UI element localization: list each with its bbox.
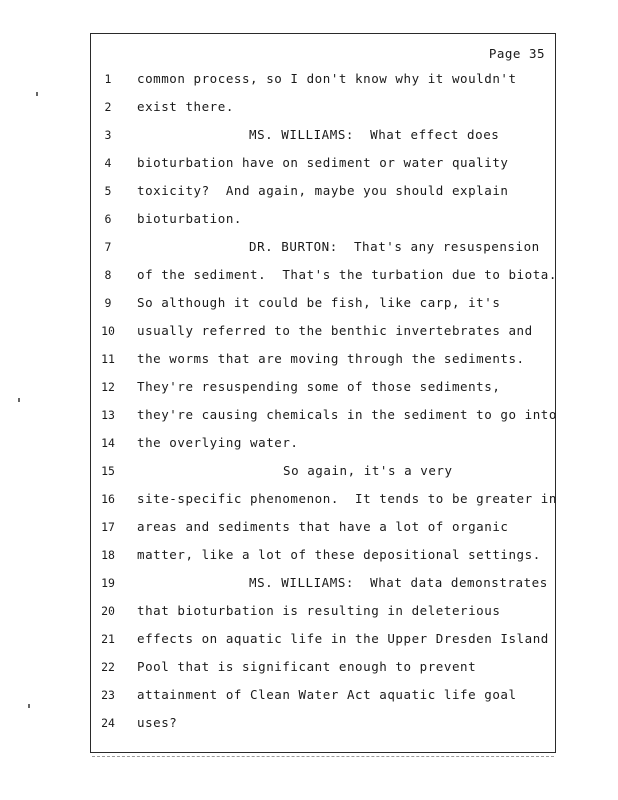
line-text: common process, so I don't know why it wouldn't bbox=[137, 71, 517, 86]
line-text: MS. WILLIAMS: What data demonstrates bbox=[249, 575, 548, 590]
line-text: toxicity? And again, maybe you should explain bbox=[137, 183, 509, 198]
line-number: 7 bbox=[104, 240, 112, 254]
transcript-line bbox=[91, 461, 557, 481]
line-text: site-specific phenomenon. It tends to be greater in bbox=[137, 491, 557, 506]
transcript-line bbox=[91, 97, 557, 117]
line-text: usually referred to the benthic invertebrates and bbox=[137, 323, 533, 338]
transcript-line bbox=[91, 685, 557, 705]
line-number: 3 bbox=[104, 128, 112, 142]
line-number: 22 bbox=[101, 660, 115, 674]
transcript-line bbox=[91, 265, 557, 285]
transcript-line bbox=[91, 237, 557, 257]
transcript-line bbox=[91, 293, 557, 313]
page-number: Page 35 bbox=[488, 46, 545, 61]
line-number: 11 bbox=[101, 352, 115, 366]
transcript-line bbox=[91, 545, 557, 565]
line-text: of the sediment. That's the turbation due to biota. bbox=[137, 267, 557, 282]
transcript-line bbox=[91, 657, 557, 677]
transcript-line bbox=[91, 629, 557, 649]
line-number: 4 bbox=[104, 156, 112, 170]
transcript-line bbox=[91, 125, 557, 145]
bottom-rule bbox=[92, 756, 554, 757]
line-text: So although it could be fish, like carp, it's bbox=[137, 295, 501, 310]
line-number: 10 bbox=[101, 324, 115, 338]
line-number: 20 bbox=[101, 604, 115, 618]
line-text: matter, like a lot of these depositional settings. bbox=[137, 547, 541, 562]
line-text: exist there. bbox=[137, 99, 234, 114]
transcript-line bbox=[91, 209, 557, 229]
margin-mark bbox=[28, 704, 30, 708]
transcript-line bbox=[91, 153, 557, 173]
line-number: 17 bbox=[101, 520, 115, 534]
transcript-line bbox=[91, 377, 557, 397]
line-text: effects on aquatic life in the Upper Dresden Island bbox=[137, 631, 549, 646]
line-text: bioturbation. bbox=[137, 211, 242, 226]
line-number: 16 bbox=[101, 492, 115, 506]
line-text: the worms that are moving through the sediments. bbox=[137, 351, 525, 366]
transcript-page bbox=[90, 33, 556, 753]
line-number: 12 bbox=[101, 380, 115, 394]
line-number: 6 bbox=[104, 212, 112, 226]
line-number: 24 bbox=[101, 716, 115, 730]
transcript-line bbox=[91, 433, 557, 453]
transcript-line bbox=[91, 405, 557, 425]
line-text: So again, it's a very bbox=[283, 463, 453, 478]
line-text: uses? bbox=[137, 715, 178, 730]
line-number: 19 bbox=[101, 576, 115, 590]
transcript-line bbox=[91, 713, 557, 733]
transcript-line bbox=[91, 69, 557, 89]
line-number: 18 bbox=[101, 548, 115, 562]
line-number: 1 bbox=[104, 72, 112, 86]
margin-mark bbox=[18, 398, 20, 402]
line-text: areas and sediments that have a lot of organic bbox=[137, 519, 509, 534]
line-text: They're resuspending some of those sediments, bbox=[137, 379, 501, 394]
line-text: Pool that is significant enough to prevent bbox=[137, 659, 477, 674]
line-text: bioturbation have on sediment or water quality bbox=[137, 155, 509, 170]
line-number: 9 bbox=[104, 296, 112, 310]
line-number: 8 bbox=[104, 268, 112, 282]
line-text: that bioturbation is resulting in deleterious bbox=[137, 603, 501, 618]
line-number: 15 bbox=[101, 464, 115, 478]
line-text: DR. BURTON: That's any resuspension bbox=[249, 239, 540, 254]
transcript-line bbox=[91, 573, 557, 593]
line-number: 21 bbox=[101, 632, 115, 646]
line-number: 23 bbox=[101, 688, 115, 702]
line-text: MS. WILLIAMS: What effect does bbox=[249, 127, 500, 142]
line-number: 5 bbox=[104, 184, 112, 198]
transcript-line bbox=[91, 517, 557, 537]
line-number: 14 bbox=[101, 436, 115, 450]
transcript-line bbox=[91, 601, 557, 621]
line-text: attainment of Clean Water Act aquatic life goal bbox=[137, 687, 517, 702]
transcript-line bbox=[91, 321, 557, 341]
line-number: 13 bbox=[101, 408, 115, 422]
transcript-line bbox=[91, 489, 557, 509]
transcript-line bbox=[91, 181, 557, 201]
line-text: the overlying water. bbox=[137, 435, 299, 450]
transcript-line bbox=[91, 349, 557, 369]
margin-mark bbox=[36, 92, 38, 96]
line-text: they're causing chemicals in the sediment to go into bbox=[137, 407, 557, 422]
line-number: 2 bbox=[104, 100, 112, 114]
